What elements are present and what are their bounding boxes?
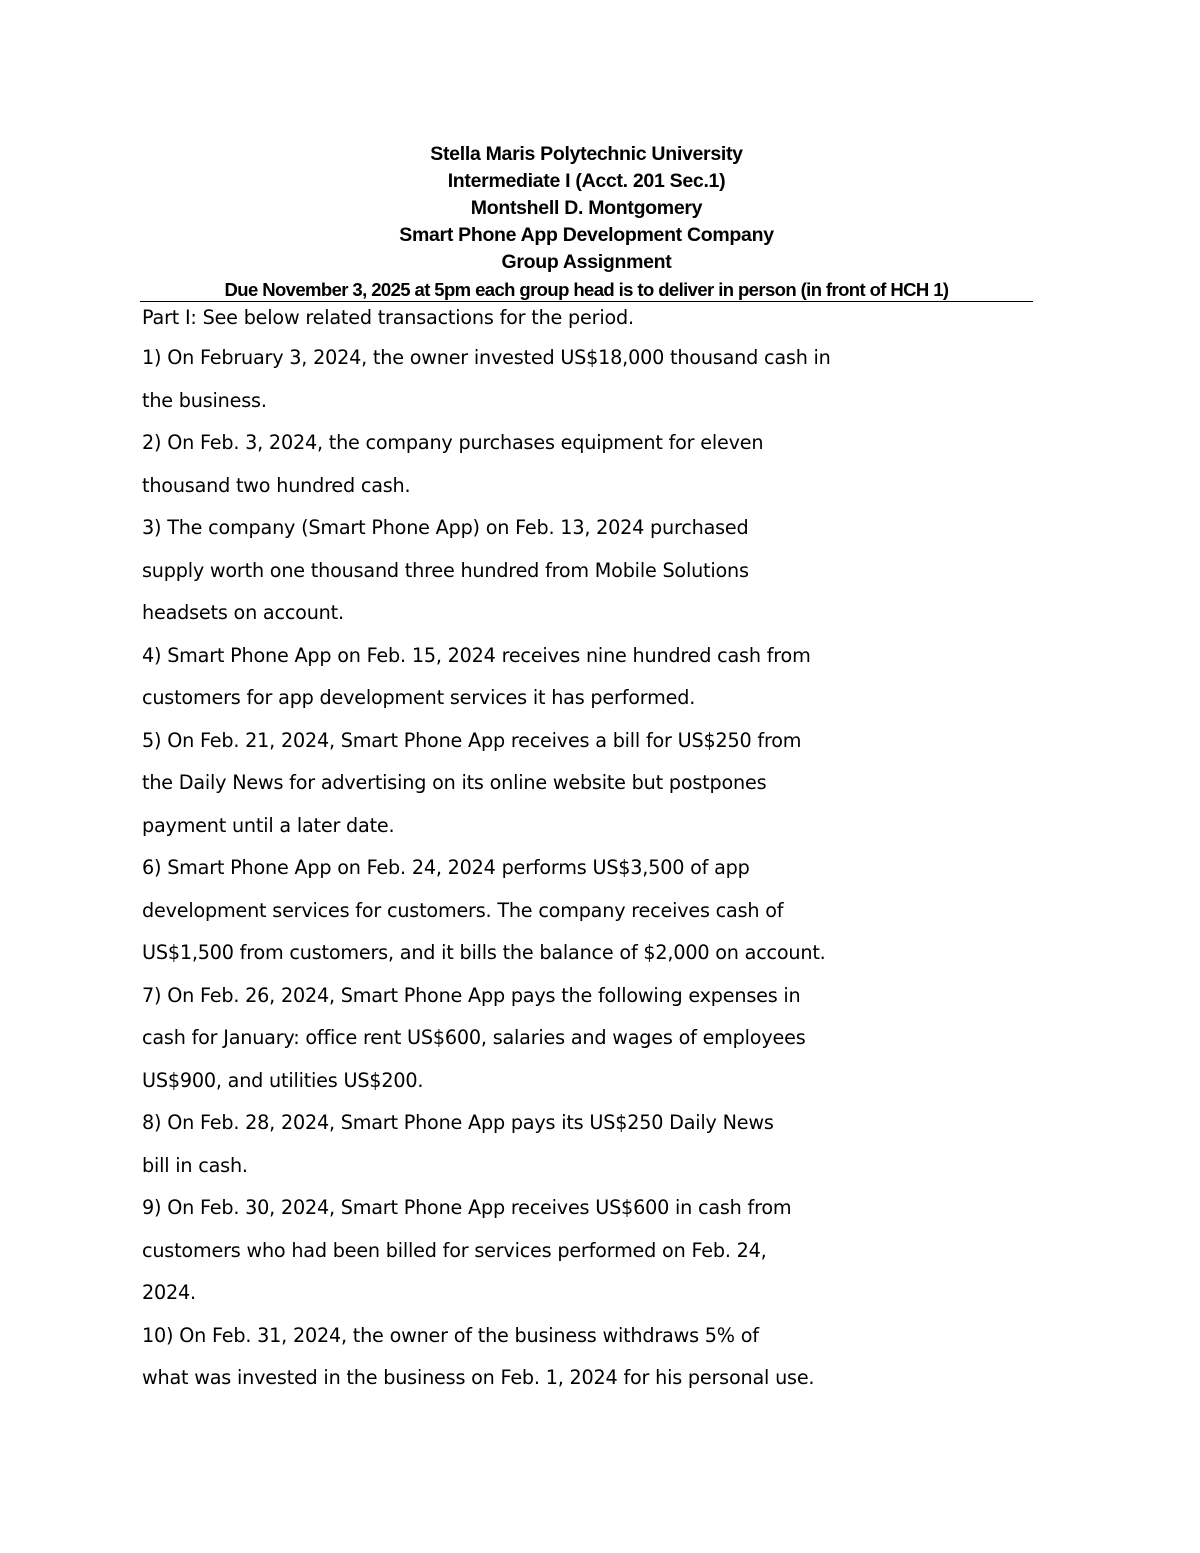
header-divider	[140, 301, 1033, 302]
transaction-line: 8) On Feb. 28, 2024, Smart Phone App pays its US$250 Daily News	[142, 1111, 774, 1134]
transaction-line: 4) Smart Phone App on Feb. 15, 2024 receives nine hundred cash from	[142, 643, 811, 667]
university-name: Stella Maris Polytechnic University	[430, 143, 743, 165]
transaction-line: 10) On Feb. 31, 2024, the owner of the business withdraws 5% of	[142, 1323, 759, 1347]
transaction-line: US$1,500 from customers, and it bills the balance of $2,000 on account.	[142, 941, 826, 964]
document-header	[140, 141, 1033, 303]
transaction-line: cash for January: office rent US$600, salaries and wages of employees	[142, 1026, 806, 1049]
transaction-line: 9) On Feb. 30, 2024, Smart Phone App receives US$600 in cash from	[142, 1196, 792, 1219]
transaction-line: 3) The company (Smart Phone App) on Feb. 13, 2024 purchased	[142, 516, 749, 539]
transaction-line: headsets on account.	[142, 601, 344, 624]
transaction-line: 2024.	[142, 1281, 196, 1304]
transaction-line: 1) On February 3, 2024, the owner invested US$18,000 thousand cash in	[142, 346, 831, 369]
assignment-title: Group Assignment	[501, 251, 672, 273]
transaction-line: supply worth one thousand three hundred from Mobile Solutions	[142, 558, 749, 582]
transaction-line: 2) On Feb. 3, 2024, the company purchases equipment for eleven	[142, 431, 764, 454]
part-heading: Part I: See below related transactions for the period.	[142, 306, 634, 329]
instructor-name: Montshell D. Montgomery	[470, 197, 703, 219]
course-title: Intermediate I (Acct. 201 Sec.1)	[447, 170, 726, 192]
transaction-line: the Daily News for advertising on its online website but postpones	[142, 771, 767, 794]
transaction-line: 5) On Feb. 21, 2024, Smart Phone App receives a bill for US$250 from	[142, 728, 802, 752]
transaction-line: customers who had been billed for services performed on Feb. 24,	[142, 1238, 767, 1262]
transaction-line: thousand two hundred cash.	[142, 473, 411, 497]
transaction-line: 7) On Feb. 26, 2024, Smart Phone App pays the following expenses in	[142, 983, 801, 1007]
due-date-notice: Due November 3, 2025 at 5pm each group head is to deliver in person (in front of HCH 1)	[224, 279, 949, 300]
transaction-line: bill in cash.	[142, 1153, 248, 1177]
transactions-section	[142, 303, 1022, 1400]
transaction-line: 6) Smart Phone App on Feb. 24, 2024 performs US$3,500 of app	[142, 856, 750, 879]
transaction-line: US$900, and utilities US$200.	[142, 1068, 424, 1092]
transaction-line: the business.	[142, 388, 267, 412]
company-name: Smart Phone App Development Company	[399, 224, 774, 246]
transaction-line: development services for customers. The company receives cash of	[142, 898, 784, 922]
transaction-line: payment until a later date.	[142, 813, 395, 837]
transaction-line: what was invested in the business on Feb. 1, 2024 for his personal use.	[142, 1366, 815, 1389]
transaction-line: customers for app development services it has performed.	[142, 686, 696, 709]
